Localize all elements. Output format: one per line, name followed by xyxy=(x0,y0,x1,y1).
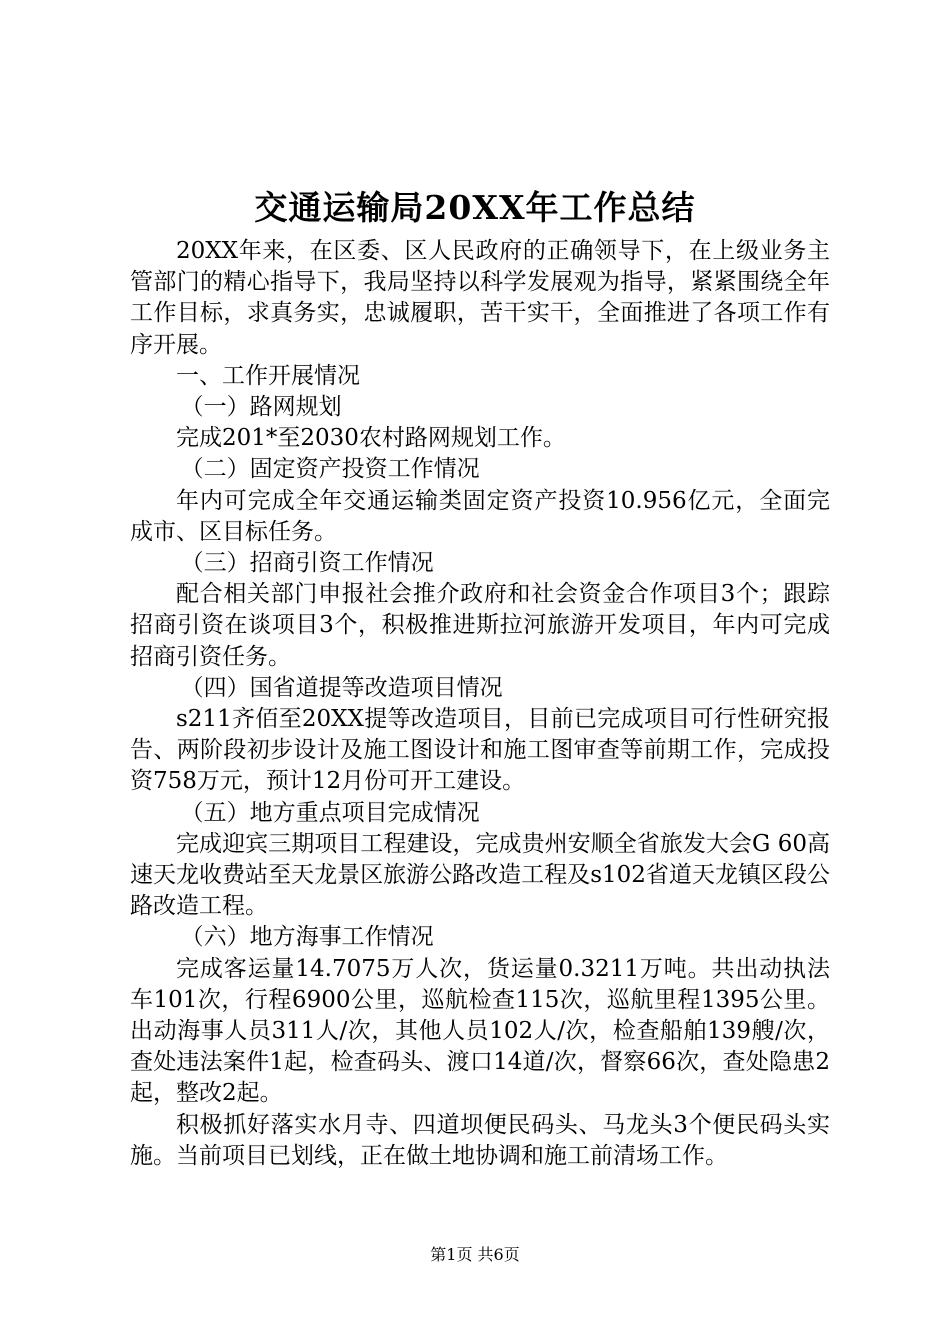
subsection-heading: （四）国省道提等改造项目情况 xyxy=(180,674,503,701)
subsection-heading: （二）固定资产投资工作情况 xyxy=(180,456,480,483)
document-title: 交通运输局20XX年工作总结 xyxy=(254,188,696,227)
page-footer: 第1页 共6页 xyxy=(430,1245,520,1264)
body-paragraph: 年内可完成全年交通运输类固定资产投资10.956亿元，全面完成市、区目标任务。 xyxy=(130,487,830,545)
subsection-heading: （三）招商引资工作情况 xyxy=(180,550,434,577)
section-heading: 一、工作开展情况 xyxy=(176,362,360,389)
subsection-heading: （五）地方重点项目完成情况 xyxy=(180,799,480,826)
body-paragraph: s211齐佰至20XX提等改造项目，目前已完成项目可行性研究报告、两阶段初步设计及施工图设计和施工图审查等前期工作，完成投资758万元，预计12月份可开工建设。 xyxy=(130,706,830,795)
subsection-heading: （一）路网规划 xyxy=(180,394,342,421)
body-paragraph: 完成201*至2030农村路网规划工作。 xyxy=(176,425,566,452)
intro-paragraph: 20XX年来，在区委、区人民政府的正确领导下，在上级业务主管部门的精心指导下，我局坚持以科学发展观为指导，紧紧围绕全年工作目标，求真务实，忠诚履职，苦干实干，全面推进了各项工作有序开展。 xyxy=(130,238,830,358)
body-paragraph: 配合相关部门申报社会推介政府和社会资金合作项目3个；跟踪招商引资在谈项目3个，积极推进斯拉河旅游开发项目，年内可完成招商引资任务。 xyxy=(130,581,830,670)
body-paragraph: 积极抓好落实水月寺、四道坝便民码头、马龙头3个便民码头实施。当前项目已划线，正在做土地协调和施工前清场工作。 xyxy=(130,1111,830,1169)
body-paragraph: 完成迎宾三期项目工程建设，完成贵州安顺全省旅发大会G 60高速天龙收费站至天龙景区旅游公路改造工程及s102省道天龙镇区段公路改造工程。 xyxy=(130,830,830,920)
subsection-heading: （六）地方海事工作情况 xyxy=(180,924,434,951)
body-paragraph: 完成客运量14.7075万人次，货运量0.3211万吨。共出动执法车101次，行程6900公里，巡航检查115次，巡航里程1395公里。出动海事人员311人/次，其他人员102人/次，检查船舶139艘/次，查处违法案件1起，检查码头、渡口14道/次，督察66次，查处隐患2起，整改2起。 xyxy=(130,955,830,1107)
document-body xyxy=(130,236,830,1172)
